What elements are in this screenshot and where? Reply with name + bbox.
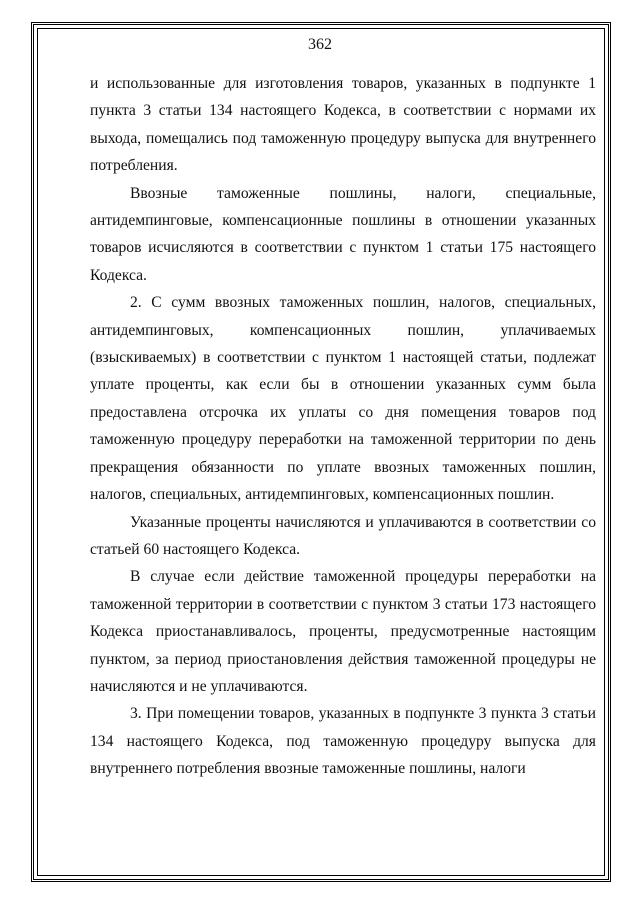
paragraph-suspension-case: В случае если действие таможенной процедуры переработки на таможенной территории в соответствии с пунктом 3 статьи 173 настоящего Кодекса приостанавливалось, проценты, предусмотренные настоящим пунктом, за период приостановления действия таможенной процедуры не начисляются и не уплачиваются. [90,568,596,695]
page-number: 362 [308,36,332,53]
paragraph-continuation: и использованные для изготовления товаров, указанных в подпункте 1 пункта 3 статьи 134 настоящего Кодекса, в соответствии с нормами их выхода, помещались под таможенную процедуру выпуска для внутреннего потребления. [90,75,596,175]
document-body [90,70,596,783]
paragraph-item-2: 2. С сумм ввозных таможенных пошлин, налогов, специальных, антидемпинговых, компенсационных пошлин, уплачиваемых (взыскиваемых) в соответствии с пунктом 1 настоящей статьи, подлежат уплате проценты, как если бы в отношении указанных сумм была предоставлена отсрочка их уплаты со дня помещения товаров под таможенную процедуру переработки на таможенной территории по день прекращения обязанности по уплате ввозных таможенных пошлин, налогов, специальных, антидемпинговых, компенсационных пошлин. [90,294,596,504]
paragraph-interest-accrual: Указанные проценты начисляются и уплачиваются в соответствии со статьей 60 настоящего Кодекса. [90,513,596,558]
paragraph-item-3: 3. При помещении товаров, указанных в подпункте 3 пункта 3 статьи 134 настоящего Кодекса, под таможенную процедуру выпуска для внутреннего потребления ввозные таможенные пошлины, налоги [90,705,596,778]
paragraph-duties-calculation: Ввозные таможенные пошлины, налоги, специальные, антидемпинговые, компенсационные пошлины в отношении указанных товаров исчисляются в соответствии с пунктом 1 статьи 175 настоящего Кодекса. [90,184,596,284]
